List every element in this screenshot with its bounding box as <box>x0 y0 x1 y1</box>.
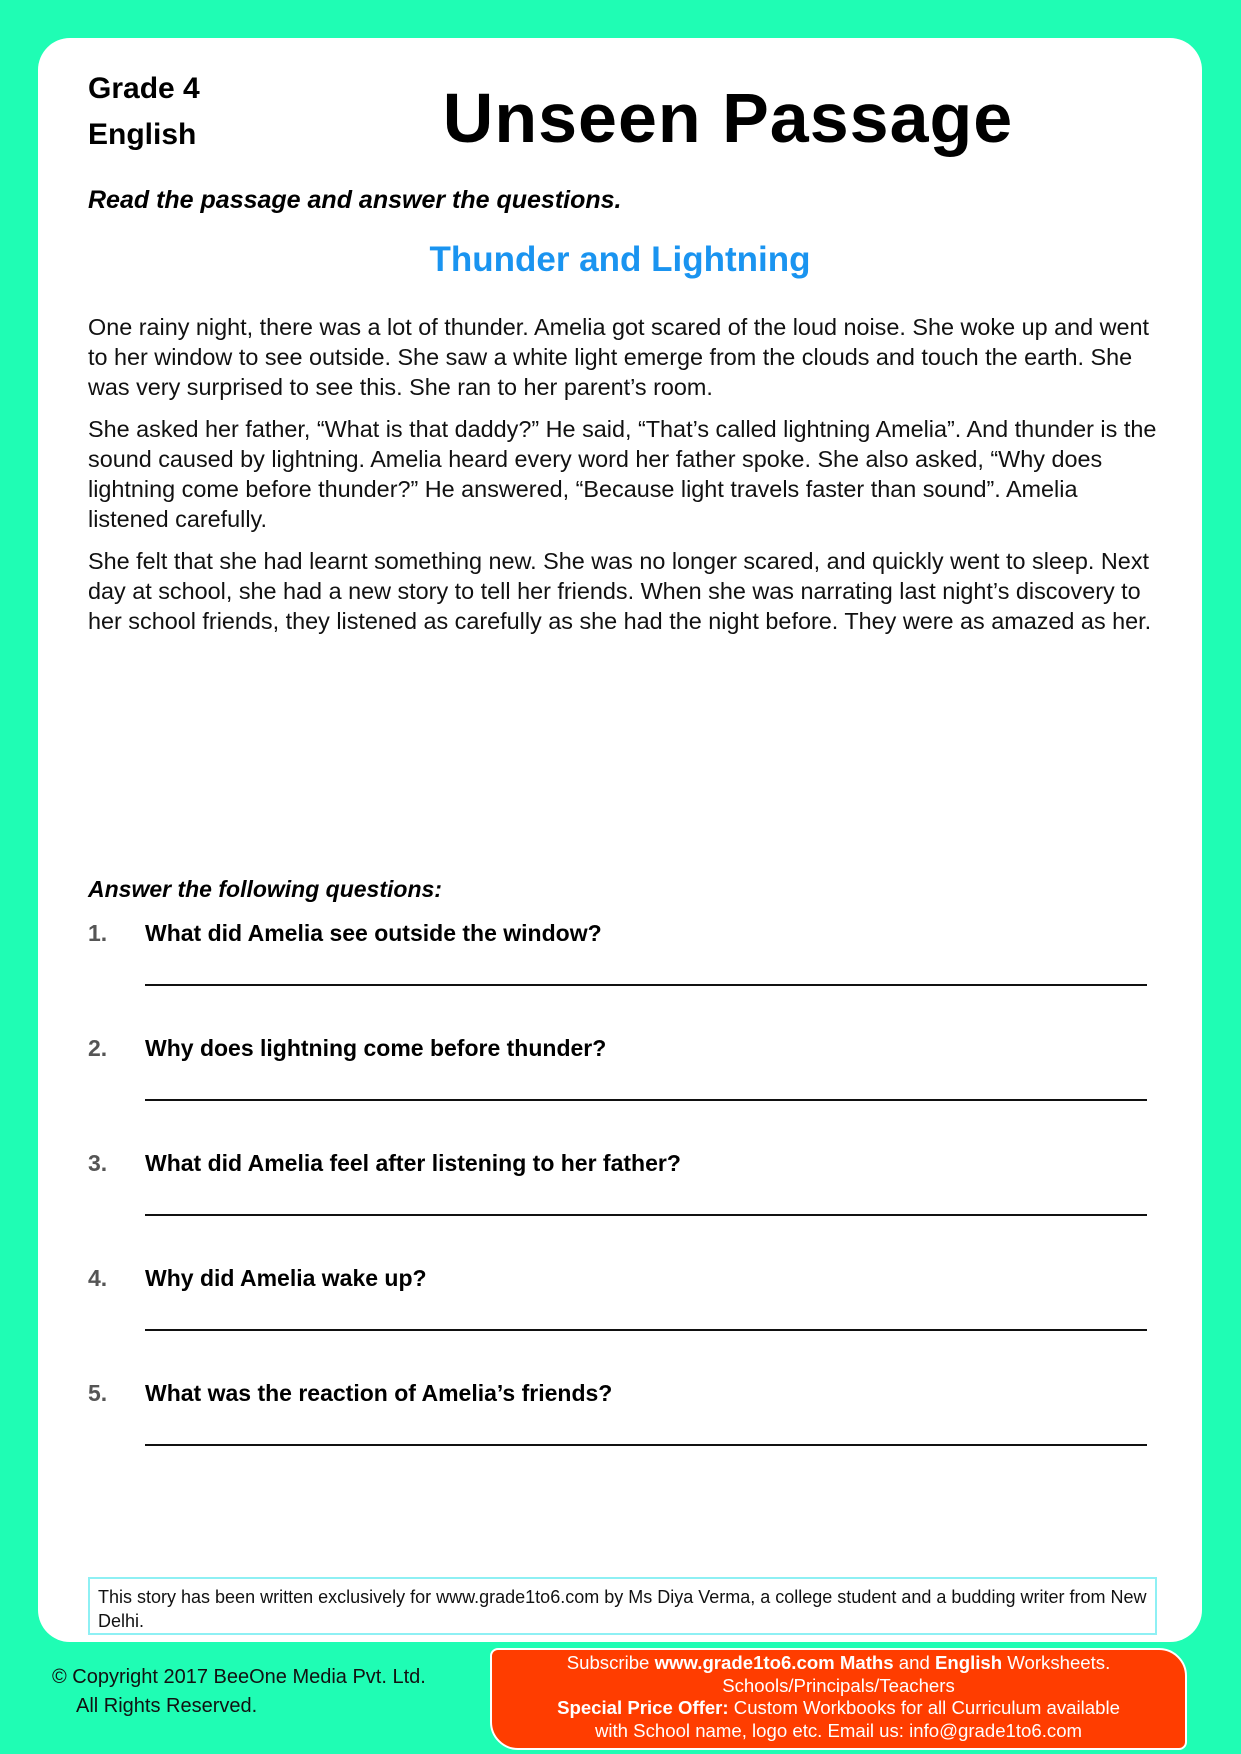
question-text: What did Amelia see outside the window? <box>145 920 602 946</box>
promo-offer-label: Special Price Offer: <box>557 1697 729 1718</box>
question-number: 4. <box>88 1265 108 1291</box>
passage-paragraph: She felt that she had learnt something new. She was no longer scared, and quickly went to sleep. Next day at school, she had a new story to tell her friends. When she was narrating last night’s discovery to her school friends, they listened as carefully as she had the night before. They were as amazed as her. <box>88 548 1152 634</box>
answer-line[interactable] <box>145 1329 1147 1331</box>
promo-line-2: Schools/Principals/Teachers <box>722 1674 955 1696</box>
instruction: Read the passage and answer the questions. <box>88 186 622 214</box>
promo-line-4: with School name, logo etc. Email us: info@grade1to6.com <box>594 1719 1083 1741</box>
copyright-line: © Copyright 2017 BeeOne Media Pvt. Ltd. <box>52 1666 426 1688</box>
promo-banner <box>490 1648 1187 1750</box>
question-number: 2. <box>88 1035 108 1061</box>
grade-subject <box>88 66 200 158</box>
copyright <box>52 1663 426 1721</box>
question-item <box>88 1035 1148 1135</box>
question-item <box>88 1380 1148 1480</box>
grade-label: Grade 4 <box>88 72 200 105</box>
author-note: This story has been written exclusively for www.grade1to6.com by Ms Diya Verma, a college student and a budding writer from New Delhi. <box>88 1577 1157 1635</box>
question-text: Why does lightning come before thunder? <box>145 1035 607 1061</box>
question-text: Why did Amelia wake up? <box>145 1265 427 1291</box>
question-number: 1. <box>88 920 108 946</box>
question-text: What did Amelia feel after listening to her father? <box>145 1150 681 1176</box>
question-item <box>88 920 1148 1020</box>
question-item <box>88 1265 1148 1365</box>
promo-text: Worksheets. <box>1002 1652 1111 1673</box>
promo-text: and <box>893 1652 935 1673</box>
passage <box>88 312 1158 648</box>
passage-paragraph: She asked her father, “What is that daddy?” He said, “That’s called lightning Amelia”. And thunder is the sound caused by lightning. Amelia heard every word her father spoke. She also asked, “Why does lightning come before thunder?” He answered, “Because light travels faster than sound”. Amelia listened carefully. <box>88 416 1157 532</box>
promo-english: English <box>934 1652 1003 1673</box>
rights-line: All Rights Reserved. <box>76 1695 258 1717</box>
answer-line[interactable] <box>145 984 1147 986</box>
question-number: 3. <box>88 1150 108 1176</box>
promo-line-1 <box>492 1652 1185 1675</box>
answer-line[interactable] <box>145 1214 1147 1216</box>
question-item <box>88 1150 1148 1250</box>
question-text: What was the reaction of Amelia’s friends? <box>145 1380 613 1406</box>
question-number: 5. <box>88 1380 108 1406</box>
answer-line[interactable] <box>145 1444 1147 1446</box>
subject-label: English <box>88 118 197 151</box>
passage-paragraph: One rainy night, there was a lot of thunder. Amelia got scared of the loud noise. She woke up and went to her window to see outside. She saw a white light emerge from the clouds and touch the earth. She was very surprised to see this. She ran to her parent’s room. <box>88 314 1150 400</box>
story-title: Thunder and Lightning <box>429 240 811 279</box>
questions-header: Answer the following questions: <box>88 876 442 902</box>
promo-text: Subscribe <box>566 1652 655 1673</box>
promo-line-3 <box>492 1697 1185 1720</box>
answer-line[interactable] <box>145 1099 1147 1101</box>
page-title: Unseen Passage <box>442 79 1014 157</box>
promo-text: Custom Workbooks for all Curriculum available <box>728 1697 1120 1718</box>
promo-link[interactable]: www.grade1to6.com Maths <box>654 1652 894 1673</box>
